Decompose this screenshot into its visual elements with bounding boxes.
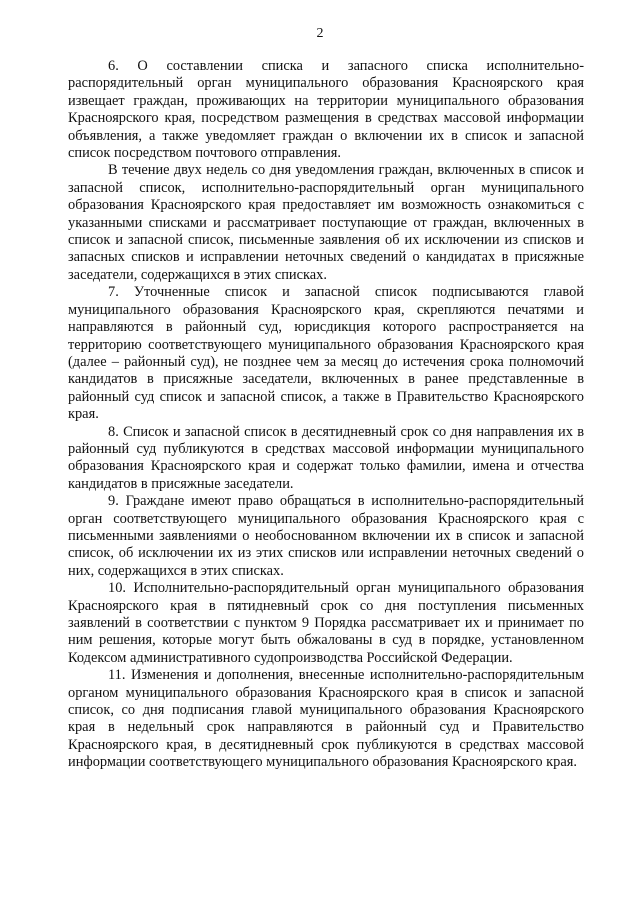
paragraph-9: 9. Граждане имеют право обращаться в исполнительно-распорядительный орган соответствующего муниципального образования Красноярского края с письменными заявлениями о необоснованном включении их в список и запасной список, об исключении их из этих списков или исправлении неточных сведений о них, содержащихся в этих списках. xyxy=(68,493,584,579)
paragraph-11: 11. Изменения и дополнения, внесенные исполнительно-распорядительным органом муниципального образования Красноярского края в список и запасной список, со дня подписания главой муниципального образования Красноярского края в недельный срок направляются в районный суд и Правительство Красноярского края, в десятидневный срок публикуются в средствах массовой информации соответствующего муниципального образования Красноярского края. xyxy=(68,667,584,771)
paragraph-6-continued: В течение двух недель со дня уведомления граждан, включенных в список и запасной список, исполнительно-распорядительный орган муниципального образования Красноярского края предоставляет им возможность ознакомиться с указанными списками и рассматривает поступающие от граждан, включенных в список и запасной список, письменные заявления об их исключении из списков и запасных списков и исправлении неточных сведений о кандидатах в присяжные заседатели, содержащихся в этих списках. xyxy=(68,162,584,283)
paragraph-6: 6. О составлении списка и запасного списка исполнительно-распорядительный орган муниципального образования Красноярского края извещает граждан, проживающих на территории муниципального образования Красноярского края, посредством размещения в средствах массовой информации объявления, а также уведомляет граждан о включении их в список и запасной список посредством почтового отправления. xyxy=(68,58,584,162)
paragraph-8: 8. Список и запасной список в десятидневный срок со дня направления их в районный суд публикуются в средствах массовой информации муниципального образования Красноярского края и содержат только фамилии, имена и отчества кандидатов в присяжные заседатели. xyxy=(68,423,584,492)
page-number: 2 xyxy=(316,26,324,41)
paragraph-10: 10. Исполнительно-распорядительный орган муниципального образования Красноярского края в пятидневный срок со дня поступления письменных заявлений в соответствии с пунктом 9 Порядка рассматривает их и принимает по ним решения, которые могут быть обжалованы в суд в порядке, установленном Кодексом административного судопроизводства Российской Федерации. xyxy=(68,580,584,666)
document-body xyxy=(68,58,584,772)
paragraph-7: 7. Уточненные список и запасной список подписываются главой муниципального образования Красноярского края, скрепляются печатями и направляются в районный суд, юрисдикция которого распространяется на территорию соответствующего муниципального образования Красноярского края (далее – районный суд), не позднее чем за месяц до истечения срока полномочий кандидатов в присяжные заседатели, включенных в ранее представленные в районный суд список и запасной список, а также в Правительство Красноярского края. xyxy=(68,284,584,423)
